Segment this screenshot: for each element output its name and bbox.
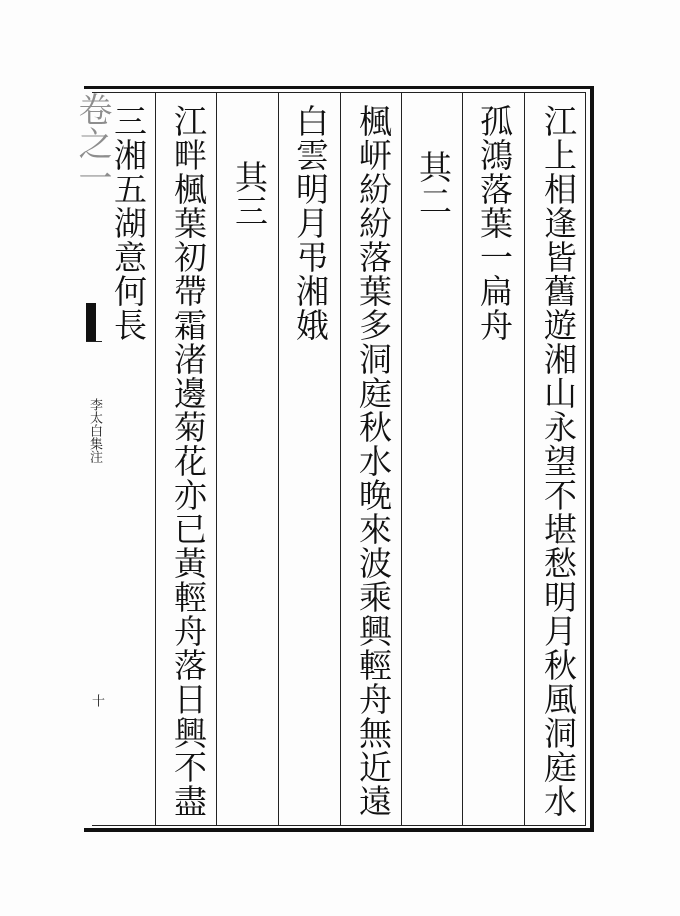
text-column-7: 江畔楓葉初帶霜渚邊菊花亦已黃輕舟落日興不盡 xyxy=(169,104,208,818)
text-column-2: 孤鴻落葉一扁舟 xyxy=(475,104,514,342)
poem-heading-2: 其二 xyxy=(414,150,453,218)
text-column-5: 白雲明月弔湘娥 xyxy=(291,104,330,342)
text-column-4: 楓岍紛紛落葉多洞庭秋水晚來波乘興輕舟無近遠 xyxy=(354,104,393,818)
column-rule xyxy=(524,92,525,826)
column-rule xyxy=(155,92,156,826)
margin-book-title: 李太白集注 xyxy=(87,398,102,463)
fish-tail-mark xyxy=(86,303,96,341)
text-column-1: 江上相逢皆舊遊湘山永望不堪愁明月秋風洞庭水 xyxy=(539,104,578,818)
fish-tail-rule xyxy=(86,341,102,342)
poem-heading-3: 其三 xyxy=(230,160,269,228)
margin-page-number: 十 xyxy=(89,694,104,707)
text-column-8: 三湘五湖意何長 xyxy=(109,104,148,342)
column-rule xyxy=(216,92,217,826)
column-rule xyxy=(278,92,279,826)
margin-header-text: 卷之一 xyxy=(72,92,112,194)
column-rule xyxy=(462,92,463,826)
column-rule xyxy=(340,92,341,826)
column-rule xyxy=(401,92,402,826)
